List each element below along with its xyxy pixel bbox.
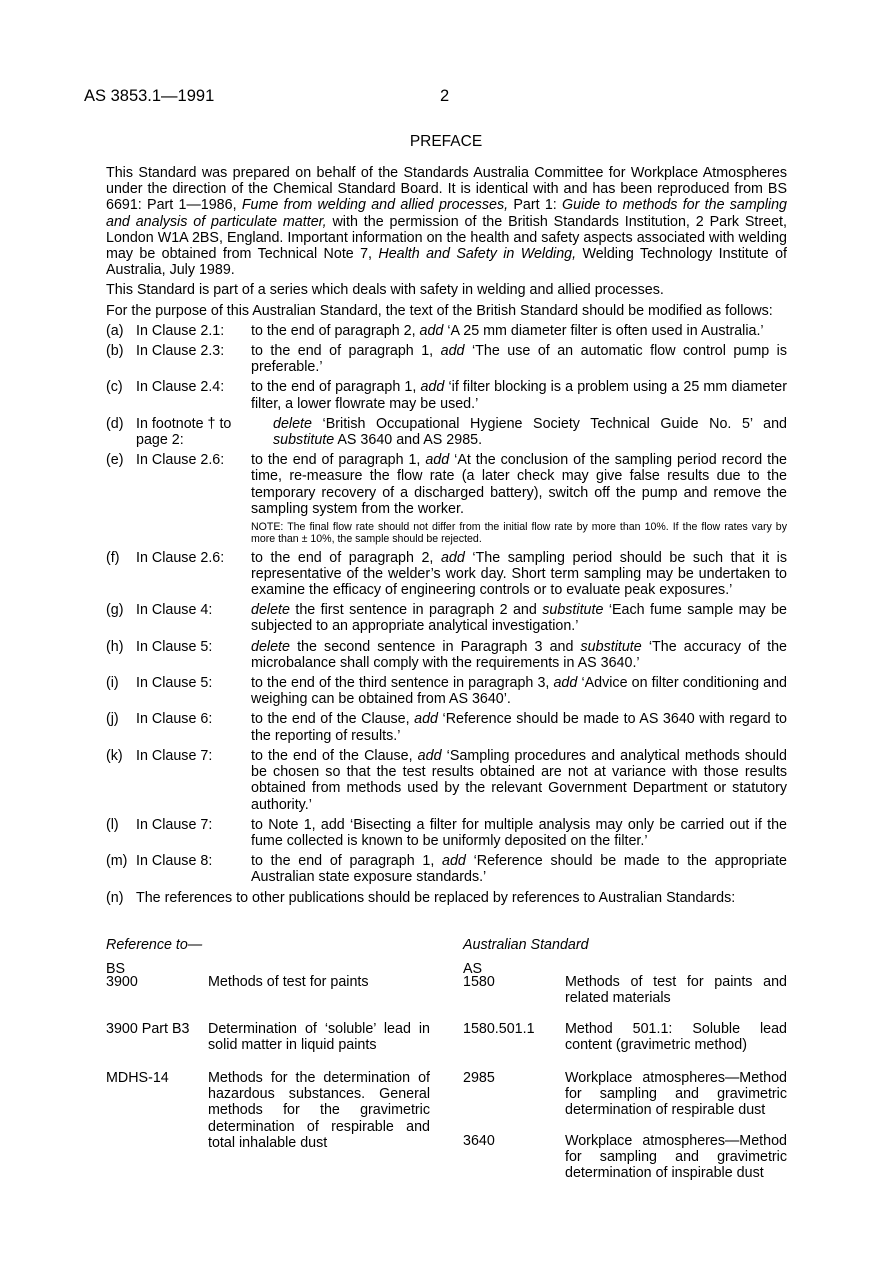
amendment-label: (l)	[106, 816, 119, 833]
reference-as-prefix: AS	[463, 961, 483, 977]
amendment-label: (h)	[106, 638, 124, 655]
amendment-item	[106, 675, 787, 707]
amendment-label: (e)	[106, 452, 124, 469]
text-run: the second sentence in Paragraph 3 and	[289, 638, 581, 655]
bs-title: Methods of test for paints	[208, 974, 369, 990]
amendment-text	[251, 602, 787, 634]
amendment-text	[251, 748, 787, 813]
amendment-clause: In Clause 7:	[136, 816, 213, 833]
purpose-paragraph: For the purpose of this Australian Standard, the text of the British Standard should be modified as follows:	[106, 302, 773, 319]
amendment-item	[106, 748, 787, 813]
amendment-text	[251, 343, 787, 375]
italic-text: delete	[273, 415, 312, 432]
text-run: to the end of paragraph 1,	[251, 343, 441, 360]
amendment-list	[106, 323, 787, 886]
amendment-label: (g)	[106, 602, 124, 619]
preface-body	[106, 165, 787, 906]
amendment-clause: In Clause 2.6:	[136, 549, 225, 566]
italic-text: add	[440, 549, 465, 566]
amendment-text	[251, 675, 787, 707]
italic-text: Health and Safety in Welding,	[378, 246, 577, 263]
as-title: Method 501.1: Soluble lead content (gravimetric method)	[565, 1021, 787, 1054]
amendment-item	[106, 711, 787, 743]
text-run: ‘Advice on filter conditioning and weighing can be obtained from AS 3640’.	[251, 675, 787, 708]
text-run: to the end of the Clause,	[251, 747, 418, 764]
bs-title: Determination of ‘soluble’ lead in solid matter in liquid paints	[208, 1021, 430, 1054]
italic-text: add	[440, 343, 465, 360]
text-run: ‘At the conclusion of the sampling period record the time, re-measure the flow rate (a later check may give false results due to the temporary recovery of a discharged battery), switch off the pump and remove the sampling system from the worker.	[251, 452, 787, 517]
text-run: to the end of paragraph 2,	[251, 322, 420, 339]
italic-text: delete	[251, 638, 290, 655]
text-run: to the end of paragraph 1,	[251, 379, 421, 396]
bs-number: 3900 Part B3	[106, 1021, 190, 1037]
text-run: Part 1:	[508, 197, 563, 214]
text-run: to the end of paragraph 2,	[251, 549, 441, 566]
text-run: to Note 1, add ‘Bisecting a filter for multiple analysis may only be carried out if the fume collected is known to be uniformly deposited on the filter.’	[251, 816, 787, 849]
text-run: ‘Each fume sample may be subjected to an appropriate analytical investigation.’	[251, 602, 787, 635]
amendment-item	[106, 323, 787, 339]
text-run: ‘A 25 mm diameter filter is often used in Australia.’	[443, 322, 764, 339]
reference-right-heading: Australian Standard	[463, 937, 589, 953]
amendment-clause: In Clause 7:	[136, 747, 213, 764]
as-number: 3640	[463, 1133, 495, 1149]
amendment-text	[251, 711, 787, 743]
amendment-item	[106, 602, 787, 634]
amendment-label: (i)	[106, 675, 119, 692]
amendment-clause: In Clause 5:	[136, 638, 213, 655]
text-run: Welding Technology Institute of Australia, July 1989.	[106, 246, 788, 279]
text-run: to the end of paragraph 1,	[251, 853, 443, 870]
amendment-clause: In Clause 8:	[136, 853, 213, 870]
amendment-label: (m)	[106, 853, 128, 870]
document-code: AS 3853.1—1991	[84, 87, 215, 105]
amendment-label: (f)	[106, 549, 120, 566]
amendment-clause: In Clause 6:	[136, 711, 213, 728]
amendment-text	[251, 379, 787, 411]
page-number: 2	[440, 87, 450, 105]
italic-text: Guide to methods for the sampling and analysis of particulate matter,	[106, 197, 787, 230]
amendment-label: (c)	[106, 379, 123, 396]
as-title: Methods of test for paints and related materials	[565, 974, 787, 1007]
text-run: ‘Sampling procedures and analytical methods should be chosen so that the test results obtained are not at variance with those results obtained from methods used by the relevant Government Department or statutory authority.’	[251, 747, 787, 813]
italic-text: substitute	[542, 602, 604, 619]
amendment-item	[106, 452, 787, 545]
italic-text: add	[419, 322, 444, 339]
italic-text: delete	[251, 602, 290, 619]
amendment-clause: In Clause 2.6:	[136, 452, 225, 469]
amendment-text	[251, 323, 787, 339]
amendment-item	[106, 817, 787, 849]
amendment-label: (k)	[106, 747, 123, 764]
bs-number: MDHS-14	[106, 1070, 169, 1086]
italic-text: substitute	[273, 432, 335, 449]
italic-text: substitute	[580, 638, 642, 655]
bs-title: Methods for the determination of hazardous substances. General methods for the gravimetric determination of respirable and total inhalable dust	[208, 1070, 430, 1151]
amendment-item	[106, 379, 787, 411]
amendment-clause: In footnote † to page 2:	[136, 415, 232, 449]
text-run: to the end of the Clause,	[251, 711, 415, 728]
as-number: 1580.501.1	[463, 1021, 535, 1037]
text-run: to the end of paragraph 1,	[251, 452, 426, 469]
page-title: PREFACE	[409, 133, 483, 150]
amendment-label: (a)	[106, 322, 124, 339]
amendment-text	[251, 452, 787, 545]
text-run: with the permission of the British Standards Institution, 2 Park Street, London W1A 2BS, England. Important information on the health and safety aspects associated with welding may be obtained from Technical Note 7,	[106, 213, 787, 263]
amendment-item-n	[106, 890, 787, 906]
amendment-item	[106, 416, 787, 448]
amendment-clause: In Clause 5:	[136, 675, 213, 692]
intro-paragraph	[106, 165, 787, 278]
italic-text: add	[553, 675, 578, 692]
amendment-text	[251, 817, 787, 849]
amendment-item	[106, 853, 787, 885]
amendment-clause: In Clause 2.3:	[136, 343, 225, 360]
text-run: to the end of the third sentence in paragraph 3,	[251, 675, 554, 692]
italic-text: add	[442, 853, 466, 870]
as-title: Workplace atmospheres—Method for sampling and gravimetric determination of inspirable dust	[565, 1133, 787, 1182]
text-run: the first sentence in paragraph 2 and	[289, 602, 543, 619]
text-run: ‘The sampling period should be such that it is representative of the welder’s work day. Short term sampling may be undertaken to examine the efficacy of engineering controls or to evaluate peak exposures.’	[251, 549, 787, 599]
amendment-item	[106, 550, 787, 599]
amendment-text	[251, 639, 787, 671]
reference-left-heading: Reference to—	[106, 937, 203, 953]
bs-number: 3900	[106, 974, 138, 990]
text-run: ‘if filter blocking is a problem using a 25 mm diameter filter, a lower flowrate may be used.’	[251, 379, 787, 412]
italic-text: add	[425, 452, 450, 469]
series-paragraph: This Standard is part of a series which deals with safety in welding and allied processes.	[106, 282, 664, 299]
amendment-label: (j)	[106, 711, 119, 728]
amendment-note: NOTE: The final flow rate should not differ from the initial flow rate by more than 10%. If the flow rates vary by more than ± 10%, the sample should be rejected.	[251, 521, 787, 546]
italic-text: add	[417, 747, 442, 764]
amendment-text	[251, 853, 787, 885]
as-number: 1580	[463, 974, 495, 990]
amendment-text: The references to other publications should be replaced by references to Australian Standards:	[136, 889, 736, 906]
reference-bs-prefix: BS	[106, 961, 126, 977]
text-run: ‘British Occupational Hygiene Society Technical Guide No. 5’ and	[311, 415, 787, 432]
text-run: This Standard was prepared on behalf of the Standards Australia Committee for Workplace Atmospheres under the direction of the Chemical Standard Board. It is identical with and has been reproduced from BS 6691: Part 1—1986,	[106, 165, 787, 214]
text-run: ‘The use of an automatic flow control pump is preferable.’	[251, 343, 787, 376]
amendment-text	[251, 550, 787, 599]
italic-text: add	[420, 379, 445, 396]
amendment-clause: In Clause 2.4:	[136, 379, 225, 396]
italic-text: add	[414, 711, 439, 728]
text-run: AS 3640 and AS 2985.	[334, 432, 483, 449]
amendment-text	[273, 416, 787, 448]
amendment-label: (n)	[106, 889, 124, 906]
as-title: Workplace atmospheres—Method for sampling and gravimetric determination of respirable dust	[565, 1070, 787, 1119]
amendment-item	[106, 343, 787, 375]
amendment-clause: In Clause 2.1:	[136, 322, 225, 339]
text-run: ‘The accuracy of the microbalance shall comply with the requirements in AS 3640.’	[251, 638, 787, 671]
amendment-item	[106, 639, 787, 671]
amendment-clause: In Clause 4:	[136, 602, 213, 619]
as-number: 2985	[463, 1070, 495, 1086]
text-run: ‘Reference should be made to AS 3640 with regard to the reporting of results.’	[251, 711, 788, 744]
amendment-label: (d)	[106, 415, 124, 432]
text-run: ‘Reference should be made to the appropriate Australian state exposure standards.’	[251, 853, 787, 886]
italic-text: Fume from welding and allied processes,	[241, 197, 509, 214]
amendment-label: (b)	[106, 343, 124, 360]
